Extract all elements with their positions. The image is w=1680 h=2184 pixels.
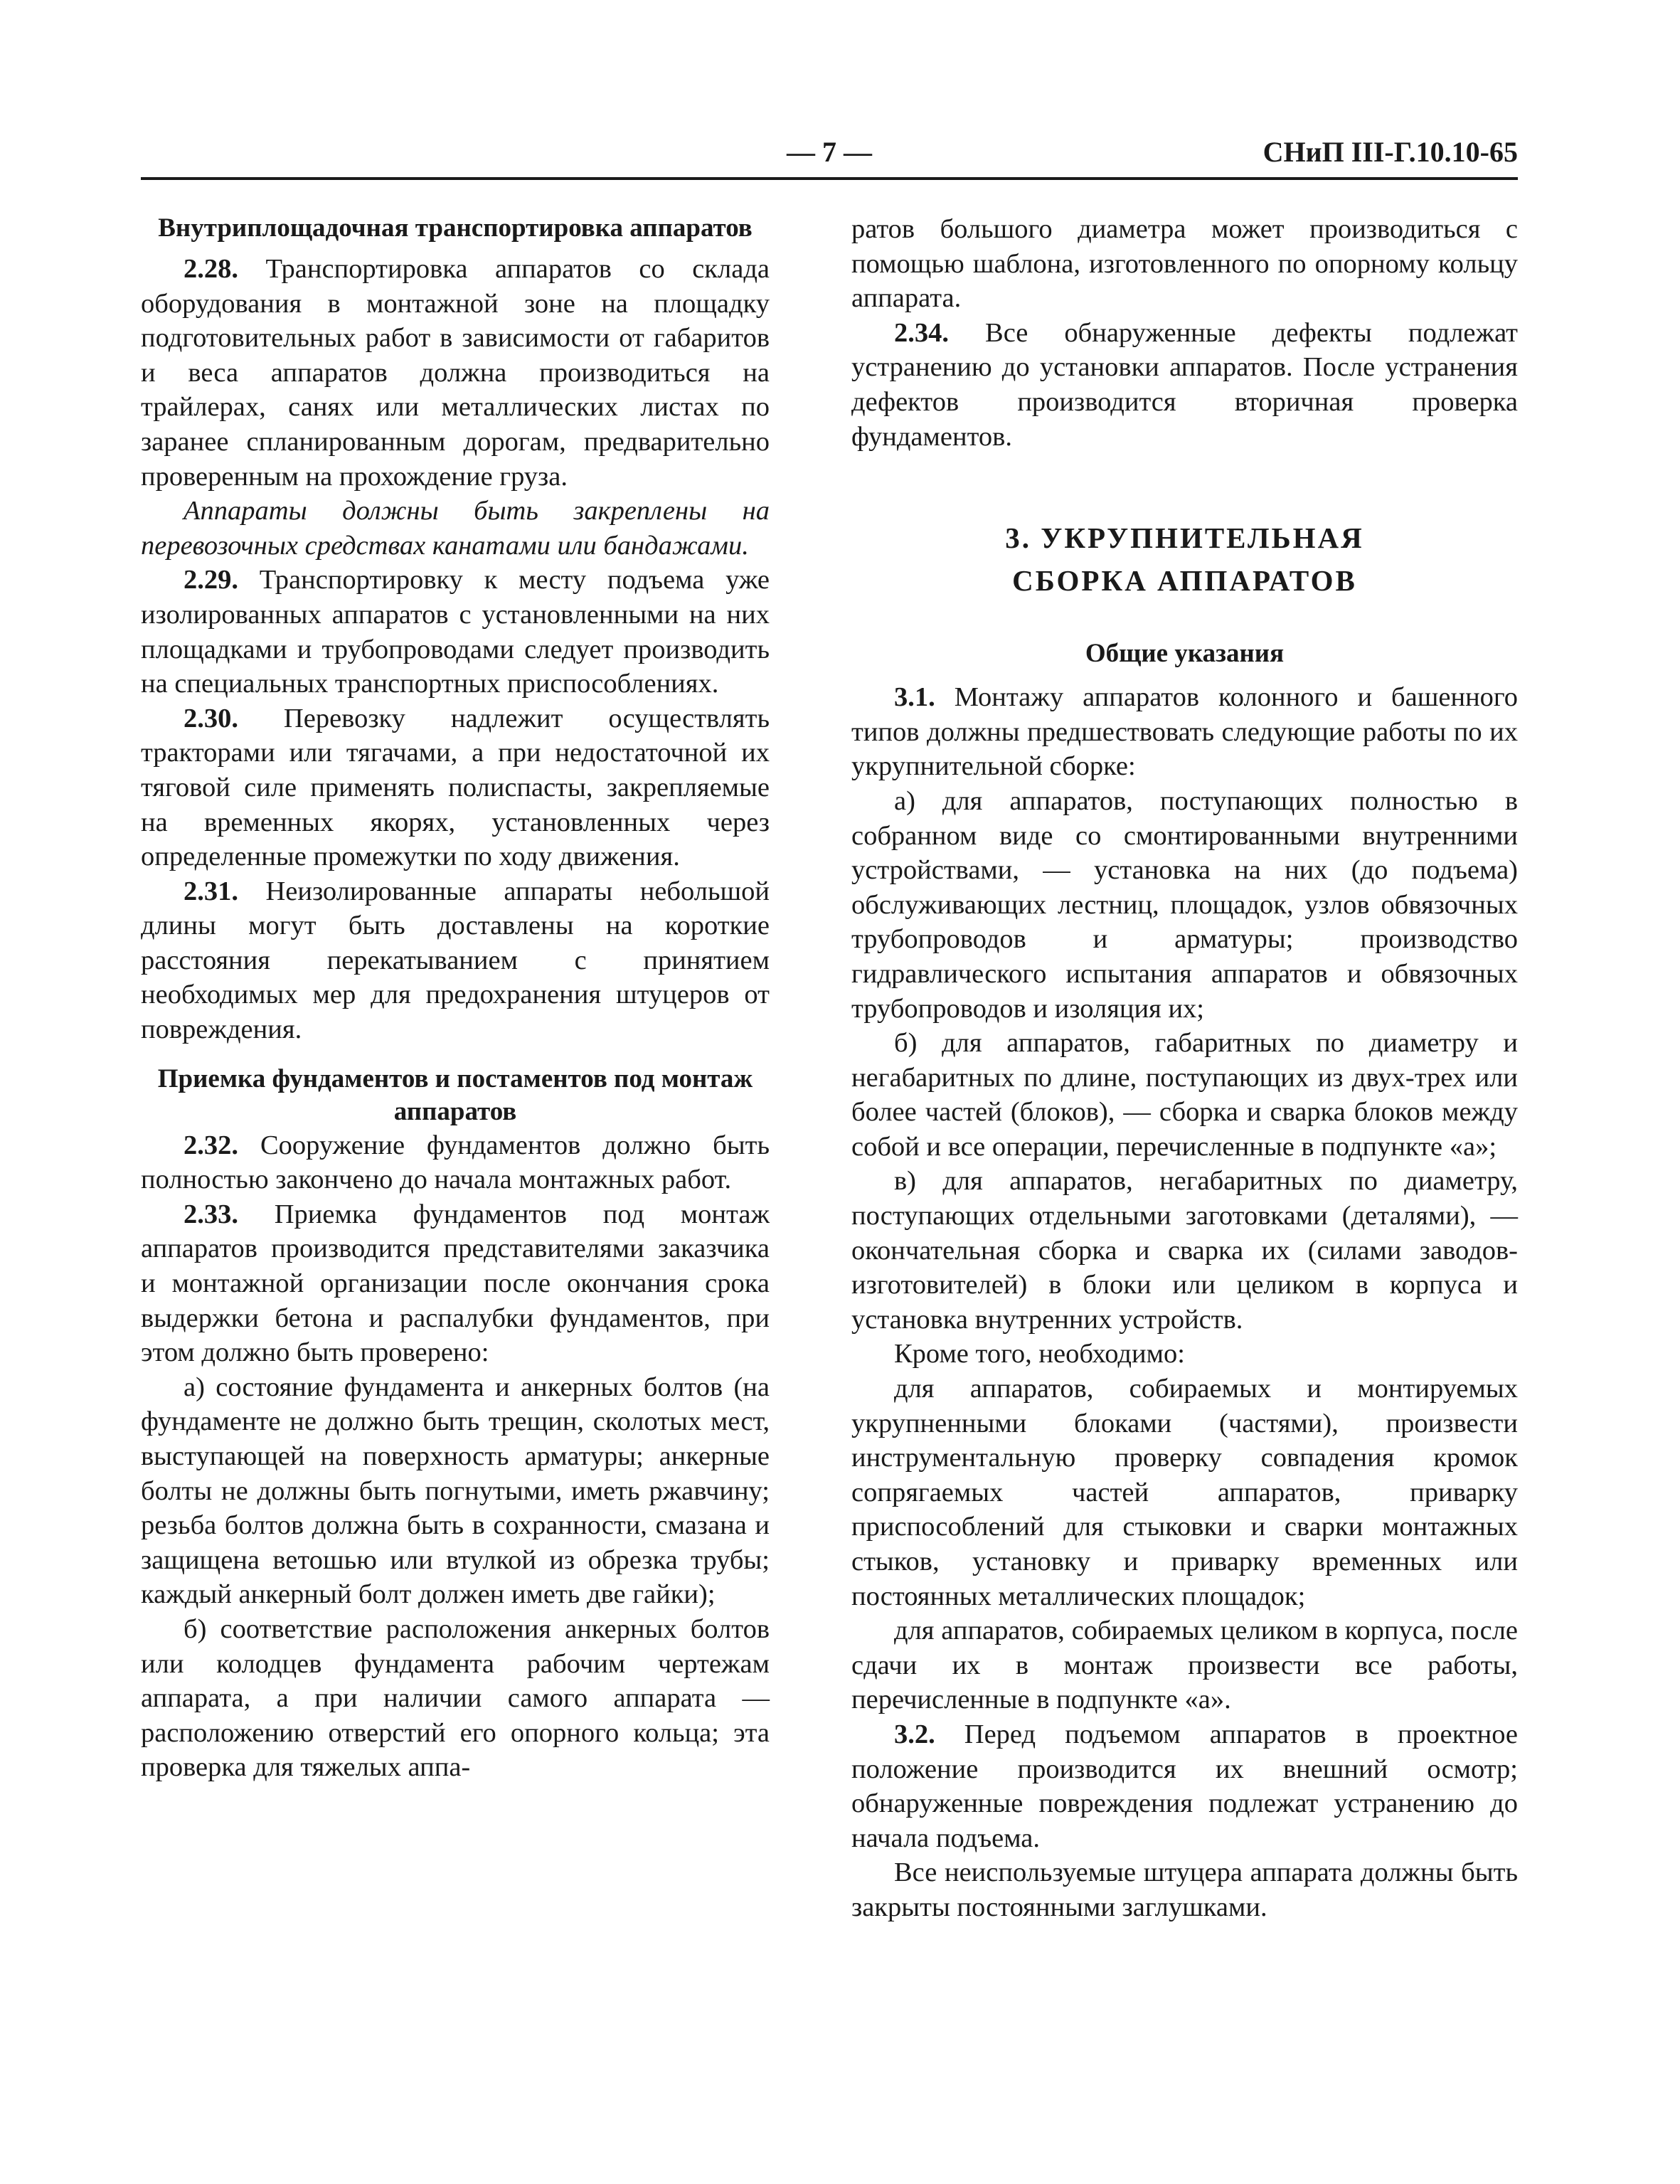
paragraph-3-1-c: в) для аппаратов, негабаритных по диаметру, поступающих отдельными заготовками (деталями), — окончательная сборка и сварка их (силами заводов-изготовителей) в блоки или целиком в корпуса и установка внутренних устройств. — [851, 1166, 1518, 1335]
paragraph-3-1-a: а) для аппаратов, поступающих полностью в собранном виде со смонтированными внутренними устройствами, — установка на них (до подъема) обслуживающих лестниц, площадок, узлов обвязочных трубопроводов и арматуры; производство гидравлического испытания аппаратов и обвязочных трубопроводов и изоляция их; — [851, 785, 1518, 1024]
paragraph-text: Перевозку надлежит осуществлять тракторами или тягачами, а при недостаточной их тяговой силе применять полиспасты, закрепляемые на временных якорях, установленных через определенные промежутки по ходу движения. — [141, 703, 770, 872]
paragraph-text: Монтажу аппаратов колонного и башенного типов должны предшествовать следующие работы по их укрупнительной сборке: — [851, 682, 1519, 782]
paragraph-2-28-note: Аппараты должны быть закреплены на перевозочных средствах канатами или бандажами. — [141, 496, 770, 561]
paragraph-3-1-d: Кроме того, необходимо: — [894, 1339, 1185, 1369]
left-column — [141, 212, 770, 1785]
running-header — [141, 129, 1518, 179]
paragraph-3-2 — [851, 1717, 1518, 1855]
paragraph-2-33-continued: ратов большого диаметра может производиться с помощью шаблона, изготовленного по опорному кольцу аппарата. — [851, 214, 1518, 314]
clause-number: 3.1. — [894, 682, 935, 713]
clause-number: 2.32. — [184, 1130, 238, 1160]
paragraph-2-30 — [141, 701, 770, 874]
clause-number: 2.29. — [184, 565, 238, 595]
header-rule — [141, 177, 1518, 180]
paragraph-text: Транспортировка аппаратов со склада оборудования в монтажной зоне на площадку подготовительных работ в зависимости от габаритов и веса аппаратов должна производиться на трайлерах, санях или металлических листах по заранее спланированным дорогам, предварительно проверенным на прохождение груза. — [141, 254, 770, 492]
clause-number: 3.2. — [894, 1719, 935, 1749]
paragraph-3-1 — [851, 680, 1518, 784]
paragraph-text: Все обнаруженные дефекты подлежат устранению до установки аппаратов. После устранения дефектов производится вторичная проверка фундаментов. — [851, 317, 1519, 452]
right-column — [851, 212, 1518, 1925]
paragraph-text: Транспортировку к месту подъема уже изолированных аппаратов с установленными на них площадками и трубопроводами следует производить на специальных транспортных приспособлениях. — [141, 565, 770, 699]
document-code: СНиП III-Г.10.10-65 — [1262, 136, 1518, 168]
section-title: 3. УКРУПНИТЕЛЬНАЯ СБОРКА АППАРАТОВ — [1005, 521, 1364, 598]
paragraph-text: Сооружение фундаментов должно быть полностью закончено до начала монтажных работ. — [141, 1130, 770, 1195]
paragraph-3-1-f: для аппаратов, собираемых целиком в корпуса, после сдачи их в монтаж произвести все работы, перечисленные в подпункте «а». — [851, 1616, 1518, 1715]
heading-intrasite-transport: Внутриплощадочная транспортировка аппаратов — [158, 213, 753, 243]
heading-general-provisions: Общие указания — [1085, 639, 1285, 669]
clause-number: 2.28. — [184, 254, 238, 284]
paragraph-2-33-a: а) состояние фундамента и анкерных болтов (на фундаменте не должно быть трещин, сколотых мест, выступающей на поверхность арматуры; анкерные болты не должны быть погнутыми, иметь ржавчину; резьба болтов должна быть в сохранности, смазана и защищена ветошью или втулкой из обрезка трубы; каждый анкерный болт должен иметь две гайки); — [141, 1372, 770, 1610]
paragraph-2-33-b: б) соответствие расположения анкерных болтов или колодцев фундамента рабочим чертежам аппарата, а при наличии самого аппарата — расположению отверстий его опорного кольца; эта проверка для тяжелых аппа- — [141, 1613, 770, 1783]
heading-foundation-acceptance: Приемка фундаментов и постаментов под монтаж аппаратов — [157, 1064, 753, 1126]
clause-number: 2.30. — [184, 703, 238, 733]
paragraph-3-1-b: б) для аппаратов, габаритных по диаметру и негабаритных по длине, поступающих из двух-трех или более частей (блоков), — сборка и сварка блоков между собой и все операции, перечисленные в подпункте «а»; — [851, 1028, 1518, 1162]
paragraph-2-34 — [851, 316, 1518, 454]
paragraph-text: Перед подъемом аппаратов в проектное положение производится их внешний осмотр; обнаруженные повреждения подлежат устранению до начала подъема. — [851, 1719, 1519, 1853]
clause-number: 2.34. — [894, 317, 949, 348]
clause-number: 2.31. — [184, 876, 238, 906]
paragraph-2-32 — [141, 1128, 770, 1197]
paragraph-3-2-b: Все неиспользуемые штуцера аппарата должны быть закрыты постоянными заглушками. — [851, 1857, 1518, 1922]
paragraph-2-31 — [141, 874, 770, 1047]
paragraph-2-28 — [141, 252, 770, 494]
paragraph-2-29 — [141, 563, 770, 701]
paragraph-3-1-e: для аппаратов, собираемых и монтируемых укрупненными блоками (частями), произвести инструментальную проверку совпадения кромок сопрягаемых частей аппаратов, приварку приспособлений для стыковки и сварки монтажных стыков, установку и приварку временных или постоянных металлических площадок; — [851, 1374, 1518, 1611]
page-number: — 7 — — [787, 136, 872, 168]
paragraph-2-33 — [141, 1197, 770, 1370]
paragraph-text: Неизолированные аппараты небольшой длины могут быть доставлены на короткие расстояния перекатыванием с принятием необходимых мер для предохранения штуцеров от повреждения. — [141, 876, 770, 1045]
paragraph-text: Приемка фундаментов под монтаж аппаратов производится представителями заказчика и монтажной организации после окончания срока выдержки бетона и распалубки фундаментов, при этом должно быть проверено: — [141, 1199, 770, 1368]
clause-number: 2.33. — [184, 1199, 238, 1229]
